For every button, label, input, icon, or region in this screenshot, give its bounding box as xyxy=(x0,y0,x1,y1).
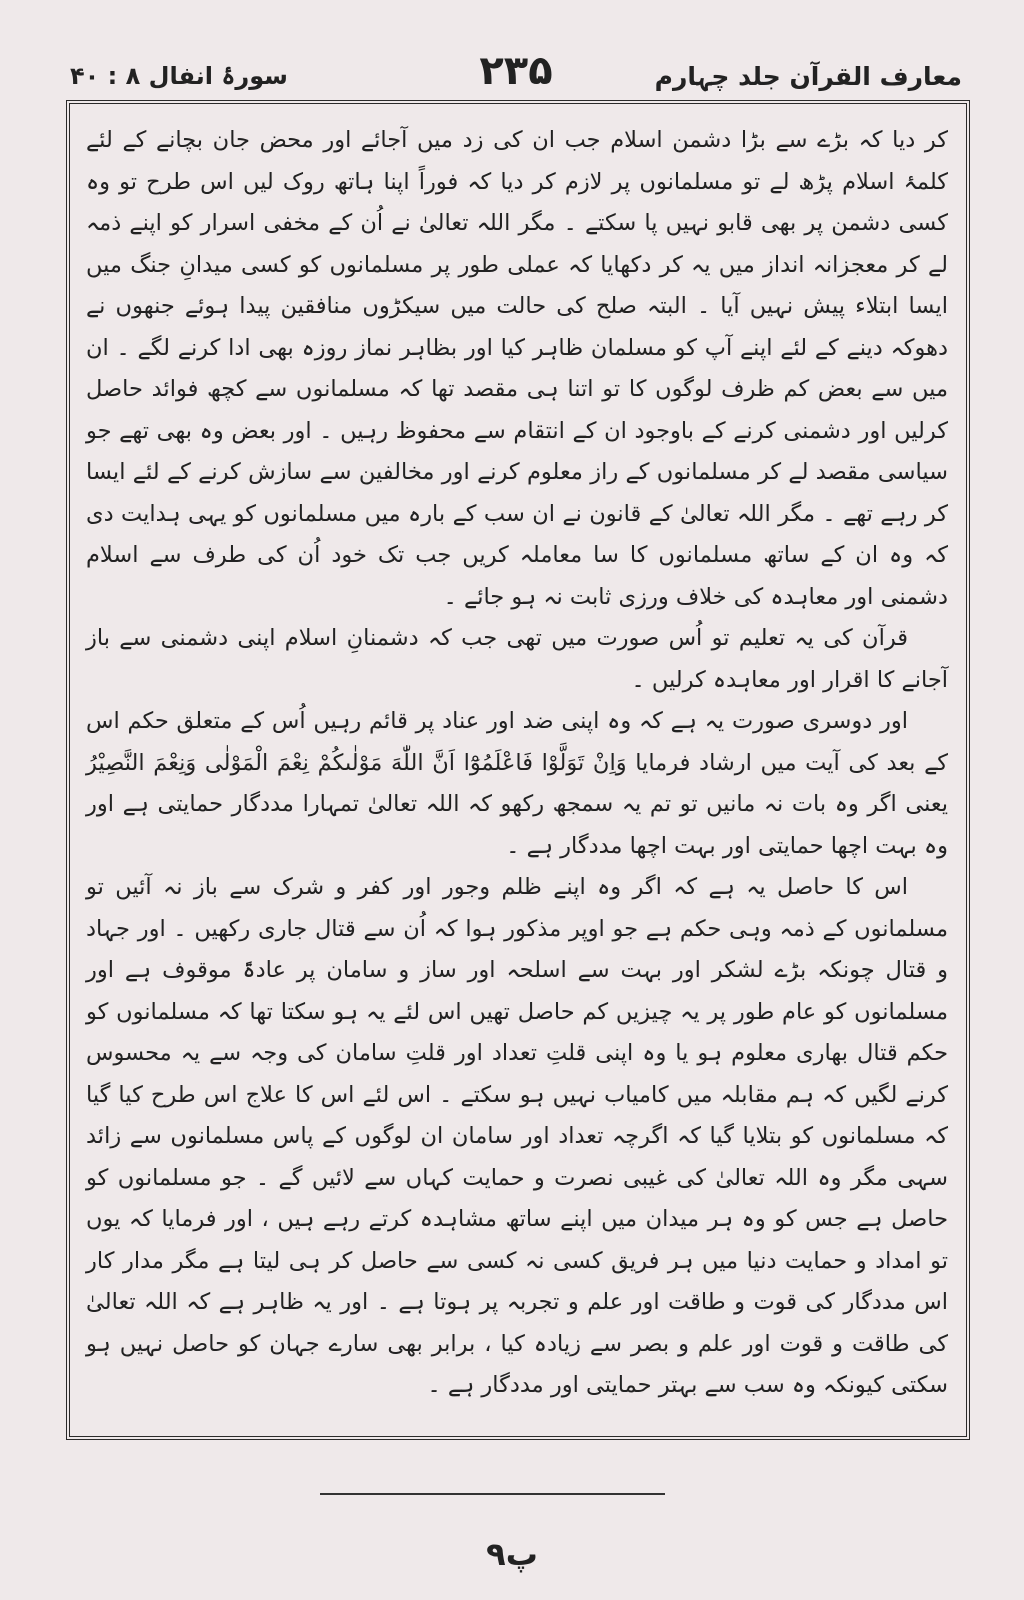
paragraph: اس کا حاصل یہ ہے کہ اگر وہ اپنے ظلم وجور اور کفر و شرک سے باز نہ آئیں تو مسلمانوں کے ذمہ وہی حکم ہے جو اوپر مذکور ہوا کہ اُن سے قتال جاری رکھیں ۔ اور جہاد و قتال چونکہ بڑے لشکر اور بہت سے اسلحہ اور ساز و سامان پر عادۃً موقوف ہے اور مسلمانوں کو عام طور پر یہ چیزیں کم حاصل تھیں اس لئے یہ ہو سکتا تھا کہ مسلمانوں کو حکم قتال بھاری معلوم ہو یا وہ اپنی قلتِ تعداد اور قلتِ سامان کی وجہ سے یہ محسوس کرنے لگیں کہ ہم مقابلہ میں کامیاب نہیں ہو سکتے ۔ اس لئے اس کا علاج اس طرح کیا گیا کہ مسلمانوں کو بتلایا گیا کہ اگرچہ تعداد اور سامان ان لوگوں کے پاس مسلمانوں سے زائد سہی مگر وہ اللہ تعالیٰ کی غیبی نصرت و حمایت کہاں سے لائیں گے ۔ جو مسلمانوں کو حاصل ہے جس کو وہ ہر میدان میں اپنے ساتھ مشاہدہ کرتے رہے ہیں ، اور فرمایا کہ یوں تو امداد و حمایت دنیا میں ہر فریق کسی نہ کسی سے حاصل کر ہی لیتا ہے مگر مدار کار اس مددگار کی قوت و طاقت اور علم و تجربہ پر ہوتا ہے ۔ اور یہ ظاہر ہے کہ اللہ تعالیٰ کی طاقت و قوت اور علم و بصر سے زیادہ کیا ، برابر بھی سارے جہان کو حاصل نہیں ہو سکتی کیونکہ وہ سب سے بہتر حمایتی اور مددگار ہے ۔ xyxy=(86,874,948,1398)
paragraph: کر دیا کہ بڑے سے بڑا دشمن اسلام جب ان کی زد میں آجائے اور محض جان بچانے کے لئے کلمۂ اسلام پڑھ لے تو مسلمانوں پر لازم کر دیا کہ فوراً اپنا ہاتھ روک لیں اس طرح تو وہ کسی دشمن پر بھی قابو نہیں پا سکتے ۔ مگر اللہ تعالیٰ نے اُن کے مخفی اسرار کو اپنے ذمہ لے کر معجزانہ انداز میں یہ کر دکھایا کہ عملی طور پر مسلمانوں کو کسی میدانِ جنگ میں ایسا ابتلاء پیش نہیں آیا ۔ البتہ صلح کی حالت میں سیکڑوں منافقین پیدا ہوئے جنھوں نے دھوکہ دینے کے لئے اپنے آپ کو مسلمان ظاہر کیا اور بظاہر نماز روزہ بھی ادا کرنے لگے ۔ ان میں سے بعض کم ظرف لوگوں کا تو اتنا ہی مقصد تھا کہ مسلمانوں سے کچھ فوائد حاصل کرلیں اور دشمنی کرنے کے باوجود ان کے انتقام سے محفوظ رہیں ۔ اور بعض وہ بھی تھے جو سیاسی مقصد لے کر مسلمانوں کے راز معلوم کرنے اور مخالفین سے سازش کرنے کے لئے ایسا کر رہے تھے ۔ مگر اللہ تعالیٰ کے قانون نے ان سب کے بارہ میں مسلمانوں کو یہی ہدایت دی کہ وہ ان کے ساتھ مسلمانوں کا سا معاملہ کریں جب تک خود اُن کی طرف سے اسلام دشمنی اور معاہدہ کی خلاف ورزی ثابت نہ ہو جائے ۔ xyxy=(86,127,948,610)
surah-reference: سورۂ انفال ۸ : ۴۰ xyxy=(70,62,288,90)
book-title: معارف القرآن جلد چہارم xyxy=(654,62,962,91)
signature-mark: ۹پ xyxy=(486,1535,538,1573)
page-header xyxy=(70,48,962,102)
paragraph: اور دوسری صورت یہ ہے کہ وہ اپنی ضد اور عناد پر قائم رہیں اُس کے متعلق حکم اس کے بعد کی آیت میں ارشاد فرمایا وَاِنْ تَوَلَّوْا فَاعْلَمُوْٓا اَنَّ اللّٰهَ مَوْلٰىكُمْ نِعْمَ الْمَوْلٰى وَنِعْمَ النَّصِيْرُ یعنی اگر وہ بات نہ مانیں تو تم یہ سمجھ رکھو کہ اللہ تعالیٰ تمہارا مددگار حمایتی ہے اور وہ بہت اچھا حمایتی اور بہت اچھا مددگار ہے ۔ xyxy=(86,708,948,859)
footer-divider xyxy=(320,1493,665,1495)
page-number: ۲۳۵ xyxy=(479,48,553,94)
paragraph: قرآن کی یہ تعلیم تو اُس صورت میں تھی جب کہ دشمنانِ اسلام اپنی دشمنی سے باز آجانے کا اقرار اور معاہدہ کرلیں ۔ xyxy=(86,625,948,693)
body-text xyxy=(86,120,948,1425)
